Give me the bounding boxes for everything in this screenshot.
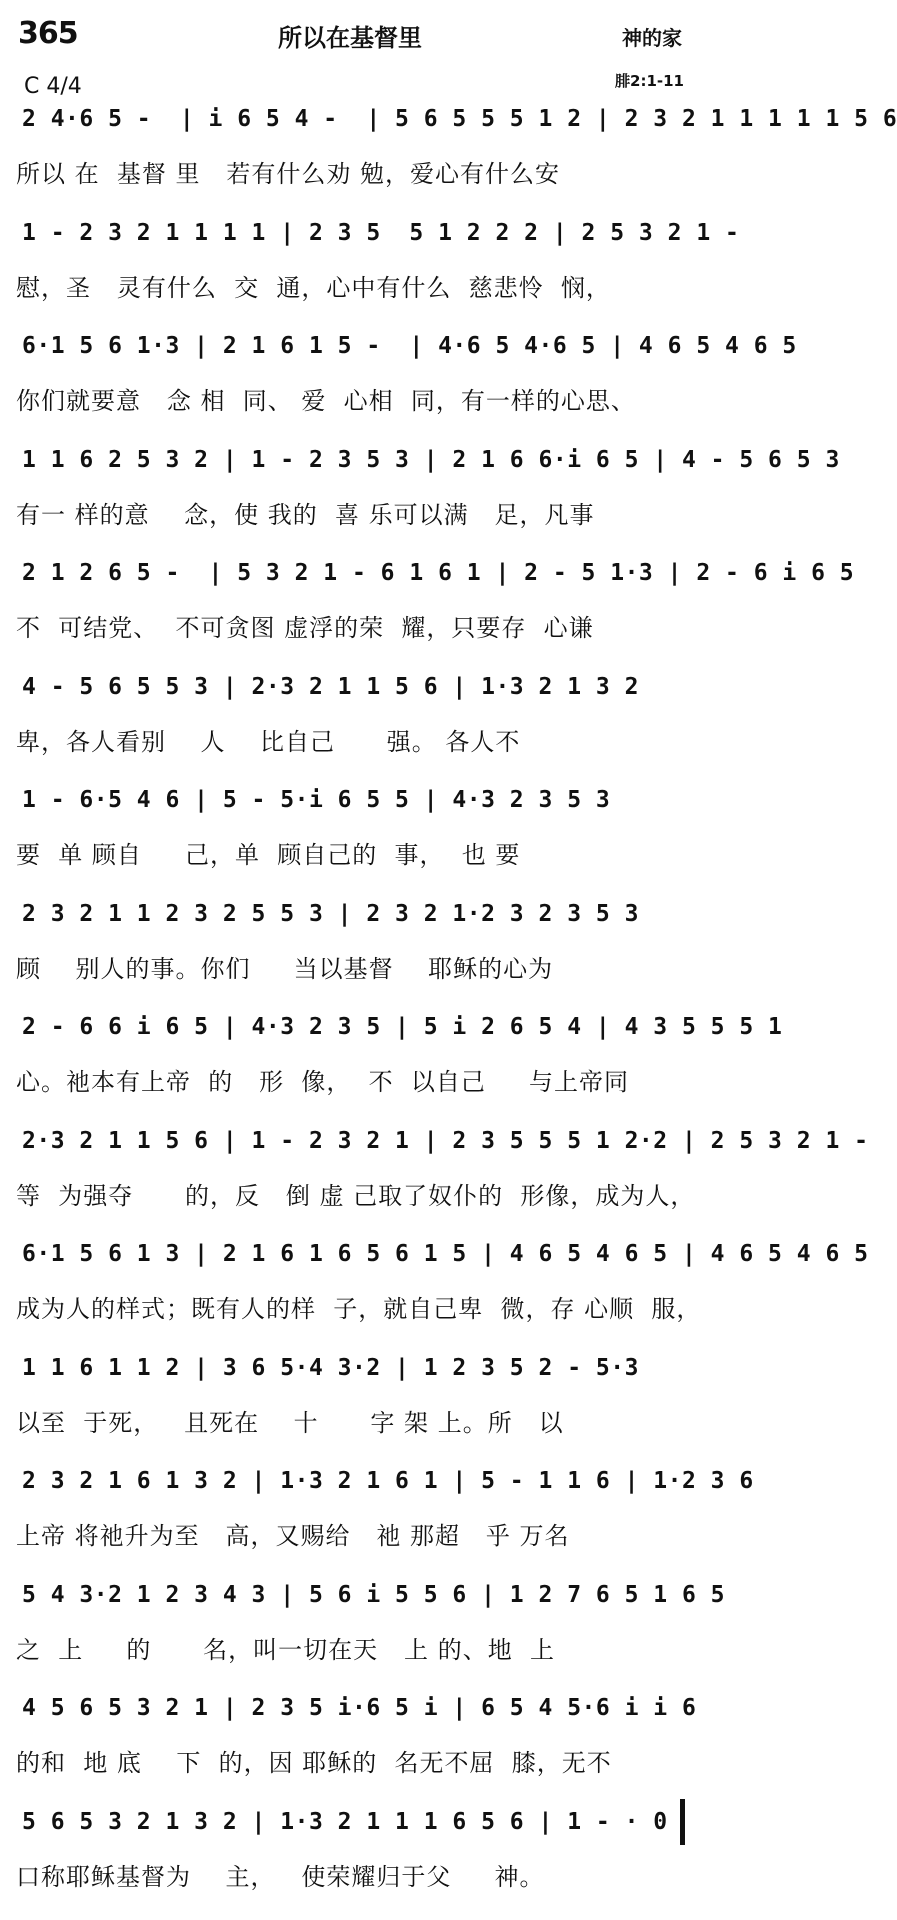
music-system — [0, 1114, 869, 1239]
music-system — [0, 887, 700, 1012]
jianpu-notes: 1 1 6 2 5 3 2 | 1 - 2 3 5 3 | 2 1 6 6·i 6 5 | 4 - 5 6 5 3 — [22, 446, 840, 473]
music-system — [0, 773, 700, 898]
music-system — [0, 1341, 700, 1466]
jianpu-notes: 1 - 2 3 2 1 1 1 1 | 2 3 5 5 1 2 2 2 | 2 5 3 2 1 - — [22, 219, 740, 246]
lyric-line: 不 可结党、 不可贪图 虚浮的荣 耀，只要存 心谦 — [16, 614, 594, 642]
scripture-reference: 腓2:1-11 — [615, 72, 684, 90]
lyric-line: 等 为强夺 的，反 倒 虚 己取了奴仆的 形像，成为人， — [16, 1181, 696, 1210]
lyric-line: 卑，各人看别 人 比自己 强。 各人不 — [16, 727, 521, 756]
music-system — [0, 1454, 754, 1579]
tune-name: 神的家 — [622, 26, 682, 50]
music-system — [0, 433, 840, 558]
lyric-line: 成为人的样式；既有人的样 子，就自己卑 微，存 心顺 服， — [16, 1295, 702, 1323]
lyric-line: 所以 在 基督 里 若有什么劝 勉，爱心有什么安 — [16, 160, 561, 188]
jianpu-notes: 1 - 6·5 4 6 | 5 - 5·i 6 5 5 | 4·3 2 3 5 3 — [22, 787, 611, 813]
lyric-line: 的和 地 底 下 的，因 耶稣的 名无不屈 膝，无不 — [16, 1749, 612, 1777]
music-system — [0, 660, 700, 785]
lyric-line: 心。祂本有上帝 的 形 像， 不 以自己 与上帝同 — [16, 1068, 630, 1096]
music-system — [0, 546, 855, 671]
lyric-line: 你们就要意 念 相 同、 爱 心相 同，有一样的心思、 — [16, 387, 636, 415]
music-system — [0, 1681, 700, 1806]
hymn-number: 365 — [18, 16, 78, 51]
lyric-line: 要 单 顾自 己，单 顾自己的 事， 也 要 — [16, 841, 521, 869]
lyric-line: 顾 别人的事。你们 当以基督 耶稣的心为 — [16, 954, 554, 983]
jianpu-notes: 6·1 5 6 1 3 | 2 1 6 1 6 5 6 1 5 | 4 6 5 4 6 5 | 4 6 5 4 6 5 — [22, 1241, 869, 1267]
jianpu-notes: 4 5 6 5 3 2 1 | 2 3 5 i·6 5 i | 6 5 4 5·6 i i 6 — [22, 1695, 697, 1721]
page-header — [0, 0, 700, 60]
final-barline — [680, 1799, 685, 1845]
jianpu-notes: 4 - 5 6 5 5 3 | 2·3 2 1 1 5 6 | 1·3 2 1 3 2 — [22, 673, 639, 700]
music-system — [0, 1568, 726, 1693]
lyric-line: 慰，圣 灵有什么 交 通，心中有什么 慈悲怜 悯， — [16, 273, 611, 302]
jianpu-notes: 1 1 6 1 1 2 | 3 6 5·4 3·2 | 1 2 3 5 2 - 5·3 — [22, 1354, 639, 1381]
music-system — [0, 1227, 869, 1352]
jianpu-notes: 2 3 2 1 6 1 3 2 | 1·3 2 1 6 1 | 5 - 1 1 6 | 1·2 3 6 — [22, 1468, 754, 1494]
music-system — [0, 1000, 783, 1125]
jianpu-notes: 2 3 2 1 1 2 3 2 5 5 3 | 2 3 2 1·2 3 2 3 5 3 — [22, 900, 639, 927]
jianpu-notes: 2 4·6 5 - | i 6 5 4 - | 5 6 5 5 5 1 2 | 2 3 2 1 1 1 1 1 5 6 — [22, 106, 897, 132]
lyric-line: 上帝 将祂升为至 高，又赐给 祂 那超 乎 万名 — [16, 1522, 570, 1550]
jianpu-notes: 2·3 2 1 1 5 6 | 1 - 2 3 2 1 | 2 3 5 5 5 1 2·2 | 2 5 3 2 1 - — [22, 1127, 869, 1154]
jianpu-notes: 2 - 6 6 i 6 5 | 4·3 2 3 5 | 5 i 2 6 5 4 | 4 3 5 5 5 1 — [22, 1014, 783, 1040]
key-signature: C 4/4 — [24, 74, 82, 99]
lyric-line: 口称耶稣基督为 主， 使荣耀归于父 神。 — [16, 1862, 545, 1891]
jianpu-notes: 5 4 3·2 1 2 3 4 3 | 5 6 i 5 5 6 | 1 2 7 6 5 1 6 5 — [22, 1581, 726, 1608]
jianpu-notes: 2 1 2 6 5 - | 5 3 2 1 - 6 1 6 1 | 2 - 5 1·3 | 2 - 6 i 6 5 — [22, 560, 855, 586]
music-system — [0, 206, 740, 331]
jianpu-notes: 5 6 5 3 2 1 3 2 | 1·3 2 1 1 1 6 5 6 | 1 - · 0 — [22, 1808, 668, 1835]
jianpu-notes: 6·1 5 6 1·3 | 2 1 6 1 5 - | 4·6 5 4·6 5 | 4 6 5 4 6 5 — [22, 333, 797, 359]
music-system — [0, 319, 797, 444]
music-system — [0, 92, 897, 217]
lyric-line: 有一 样的意 念，使 我的 喜 乐可以满 足，凡事 — [16, 500, 595, 529]
music-system — [0, 1795, 700, 1920]
lyric-line: 之 上 的 名，叫一切在天 上 的、地 上 — [16, 1635, 555, 1664]
hymn-title: 所以在基督里 — [278, 24, 422, 52]
lyric-line: 以至 于死， 且死在 十 字 架 上。所 以 — [16, 1408, 564, 1437]
